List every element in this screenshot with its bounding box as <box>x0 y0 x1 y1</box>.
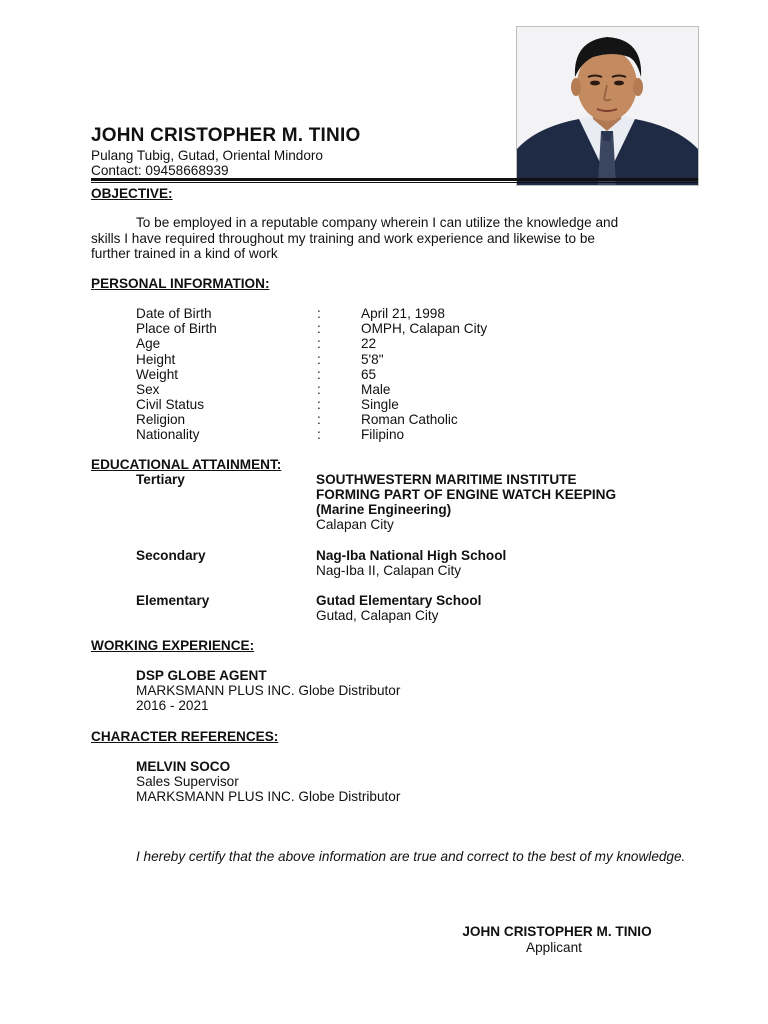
tertiary-school-name: SOUTHWESTERN MARITIME INSTITUTE <box>316 472 577 487</box>
personal-info-row <box>136 412 556 427</box>
personal-info-colon: : <box>317 397 321 412</box>
personal-info-label: Place of Birth <box>136 321 217 336</box>
personal-info-label: Height <box>136 352 176 367</box>
personal-info-row <box>136 321 556 336</box>
personal-info-row <box>136 336 556 351</box>
personal-info-label: Religion <box>136 412 186 427</box>
header-divider-thin <box>91 182 698 183</box>
experience-job-title: DSP GLOBE AGENT <box>136 668 267 683</box>
reference-position: Sales Supervisor <box>136 774 239 789</box>
personal-info-value: Single <box>361 397 399 412</box>
elementary-location: Gutad, Calapan City <box>316 608 439 623</box>
elementary-school-name: Gutad Elementary School <box>316 593 482 608</box>
applicant-photo-illustration <box>517 27 698 185</box>
applicant-photo <box>516 26 699 186</box>
personal-info-label: Date of Birth <box>136 306 212 321</box>
personal-info-label: Nationality <box>136 427 200 442</box>
personal-info-colon: : <box>317 382 321 397</box>
education-level-secondary: Secondary <box>136 548 206 563</box>
personal-info-value: 22 <box>361 336 377 351</box>
education-heading: EDUCATIONAL ATTAINMENT: <box>91 457 282 472</box>
personal-info-row <box>136 306 556 321</box>
personal-info-label: Civil Status <box>136 397 204 412</box>
education-level-elementary: Elementary <box>136 593 210 608</box>
objective-line-3: further trained in a kind of work <box>91 246 278 261</box>
applicant-name-heading: JOHN CRISTOPHER M. TINIO <box>91 125 361 146</box>
references-heading: CHARACTER REFERENCES: <box>91 729 279 744</box>
personal-info-value: OMPH, Calapan City <box>361 321 488 336</box>
experience-years: 2016 - 2021 <box>136 698 209 713</box>
personal-info-value: Male <box>361 382 391 397</box>
tertiary-program: FORMING PART OF ENGINE WATCH KEEPING <box>316 487 617 502</box>
secondary-school-name: Nag-Iba National High School <box>316 548 507 563</box>
personal-info-row <box>136 352 556 367</box>
personal-info-colon: : <box>317 367 321 382</box>
personal-info-label: Weight <box>136 367 179 382</box>
personal-info-colon: : <box>317 412 321 427</box>
personal-info-row <box>136 382 556 397</box>
applicant-contact: Contact: 09458668939 <box>91 163 229 178</box>
reference-name: MELVIN SOCO <box>136 759 231 774</box>
reference-company: MARKSMANN PLUS INC. Globe Distributor <box>136 789 401 804</box>
header-divider-thick <box>91 178 698 181</box>
personal-info-value: Filipino <box>361 427 405 442</box>
personal-info-value: 5'8" <box>361 352 384 367</box>
certification-statement <box>91 849 696 864</box>
tertiary-location: Calapan City <box>316 517 394 532</box>
signature-role: Applicant <box>526 940 582 955</box>
objective-line-2: skills I have required throughout my training and work experience and likewise to be <box>91 231 595 246</box>
objective-line-1: To be employed in a reputable company wherein I can utilize the knowledge and <box>136 215 619 230</box>
personal-info-colon: : <box>317 306 321 321</box>
personal-info-value: 65 <box>361 367 377 382</box>
signature-name: JOHN CRISTOPHER M. TINIO <box>462 924 652 939</box>
personal-info-row <box>136 427 556 442</box>
secondary-location: Nag-Iba II, Calapan City <box>316 563 462 578</box>
personal-info-value: April 21, 1998 <box>361 306 445 321</box>
experience-heading: WORKING EXPERIENCE: <box>91 638 255 653</box>
personal-info-row <box>136 397 556 412</box>
personal-info-label: Sex <box>136 382 160 397</box>
personal-info-colon: : <box>317 427 321 442</box>
personal-info-heading: PERSONAL INFORMATION: <box>91 276 270 291</box>
applicant-address: Pulang Tubig, Gutad, Oriental Mindoro <box>91 148 323 163</box>
personal-info-row <box>136 367 556 382</box>
personal-info-colon: : <box>317 321 321 336</box>
personal-info-value: Roman Catholic <box>361 412 458 427</box>
personal-info-colon: : <box>317 352 321 367</box>
experience-company: MARKSMANN PLUS INC. Globe Distributor <box>136 683 401 698</box>
personal-info-label: Age <box>136 336 161 351</box>
objective-heading: OBJECTIVE: <box>91 186 173 201</box>
certification-text: I hereby certify that the above information are true and correct to the best of my knowledge. <box>136 849 686 864</box>
education-level-tertiary: Tertiary <box>136 472 185 487</box>
tertiary-program-field: (Marine Engineering) <box>316 502 452 517</box>
personal-info-colon: : <box>317 336 321 351</box>
